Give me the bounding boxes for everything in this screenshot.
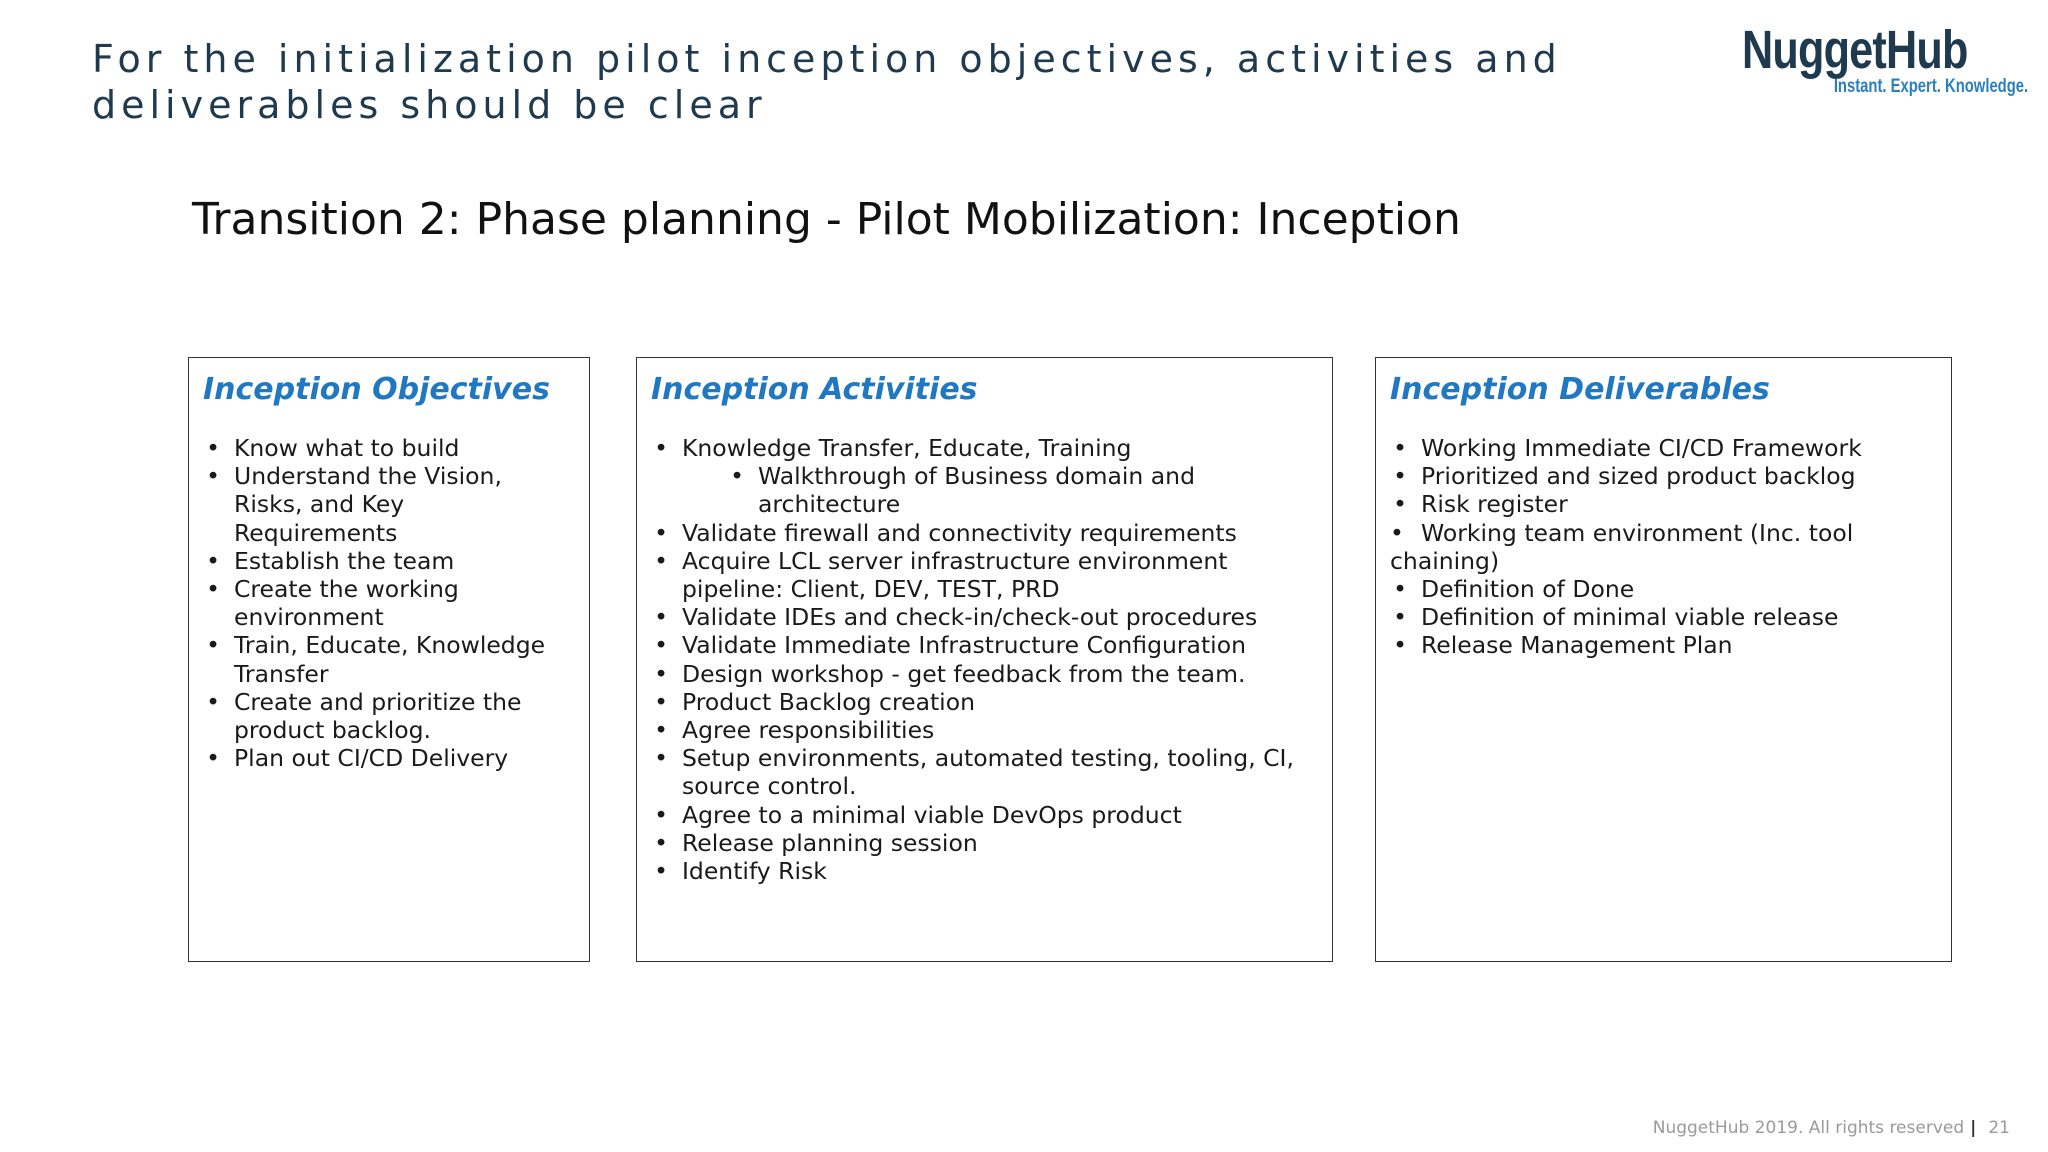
bullet-icon: • [206,575,220,604]
list-item: • Create the working environment [203,575,575,631]
bullet-icon: • [1393,631,1407,660]
deliverables-list [1390,434,1937,660]
bullet-icon: • [206,631,220,660]
bullet-icon: • [654,857,668,886]
list-item: • Establish the team [203,547,575,575]
bullet-icon: • [654,631,668,660]
bullet-icon: • [206,687,220,716]
bullet-icon: • [206,434,220,462]
list-item: • Acquire LCL server infrastructure environment pipeline: Client, DEV, TEST, PRD [651,547,1318,603]
list-item: • Validate Immediate Infrastructure Configuration [651,631,1318,659]
bullet-icon: • [654,518,668,547]
bullet-icon: • [730,462,744,491]
list-item: • Risk register [1390,490,1937,518]
list-item: • Design workshop - get feedback from the team. [651,660,1318,688]
list-item: • Release Management Plan [1390,631,1937,659]
deliverables-heading: Inception Deliverables [1390,372,1770,407]
slide-subtitle: Transition 2: Phase planning - Pilot Mobilization: Inception [192,194,1461,245]
list-item: • Validate IDEs and check-in/check-out procedures [651,603,1318,631]
logo-tagline: Instant. Expert. Knowledge. [1833,76,2028,97]
bullet-icon: • [654,434,668,462]
page-number: 21 [1988,1118,2010,1138]
slide-footer [1600,1116,2010,1140]
activities-heading: Inception Activities [651,372,978,407]
list-item: • Release planning session [651,829,1318,857]
bullet-icon: • [206,462,220,491]
objectives-box [188,357,590,962]
bullet-icon: • [206,744,220,773]
bullet-icon: • [654,603,668,632]
list-item: • Product Backlog creation [651,688,1318,716]
list-item: • Identify Risk [651,857,1318,885]
bullet-icon: • [654,744,668,773]
list-item: • Working Immediate CI/CD Framework [1390,434,1937,462]
bullet-icon: • [654,687,668,716]
bullet-icon: • [1393,575,1407,604]
list-item: • Plan out CI/CD Delivery [203,744,575,772]
list-item: • Create and prioritize the product backlog. [203,688,575,744]
deliverables-box [1375,357,1952,962]
list-item: • Know what to build [203,434,575,462]
list-item: • Setup environments, automated testing, tooling, CI, source control. [651,744,1318,800]
list-item: • Agree responsibilities [651,716,1318,744]
list-item: • Definition of minimal viable release [1390,603,1937,631]
list-item: • Train, Educate, Knowledge Transfer [203,631,575,687]
objectives-list [203,434,575,772]
list-item: • Knowledge Transfer, Educate, Training [651,434,1318,462]
list-item: • Agree to a minimal viable DevOps product [651,801,1318,829]
list-item: • Validate firewall and connectivity requirements [651,519,1318,547]
bullet-icon: • [1393,490,1407,519]
bullet-icon: • [654,828,668,857]
list-item: • Understand the Vision, Risks, and Key Requirements [203,462,575,547]
bullet-icon: • [1393,462,1407,491]
footer-copyright: NuggetHub 2019. All rights reserved [1652,1118,1965,1138]
list-item: • Definition of Done [1390,575,1937,603]
bullet-icon: • [1393,603,1407,632]
activities-list [651,434,1318,885]
list-subitem: • Walkthrough of Business domain and architecture [651,462,1318,518]
bullet-icon: • [654,659,668,688]
bullet-icon: • [1393,434,1407,462]
bullet-icon: • [206,546,220,575]
nuggethub-logo [1738,20,2034,100]
slide-title [92,36,1592,128]
activities-box [636,357,1333,962]
objectives-heading: Inception Objectives [203,372,550,407]
list-item: • Working team environment (Inc. tool chaining) [1390,518,1854,575]
footer-separator: | [1970,1118,1977,1138]
bullet-icon: • [1390,518,1404,547]
bullet-icon: • [654,800,668,829]
slide-title-line-2: deliverables should be clear [92,83,767,127]
slide-title-line-1: For the initialization pilot inception objectives, activities and [92,37,1562,81]
list-item: • Prioritized and sized product backlog [1390,462,1937,490]
logo-wordmark: NuggetHub [1742,20,1968,80]
bullet-icon: • [654,716,668,745]
bullet-icon: • [654,546,668,575]
